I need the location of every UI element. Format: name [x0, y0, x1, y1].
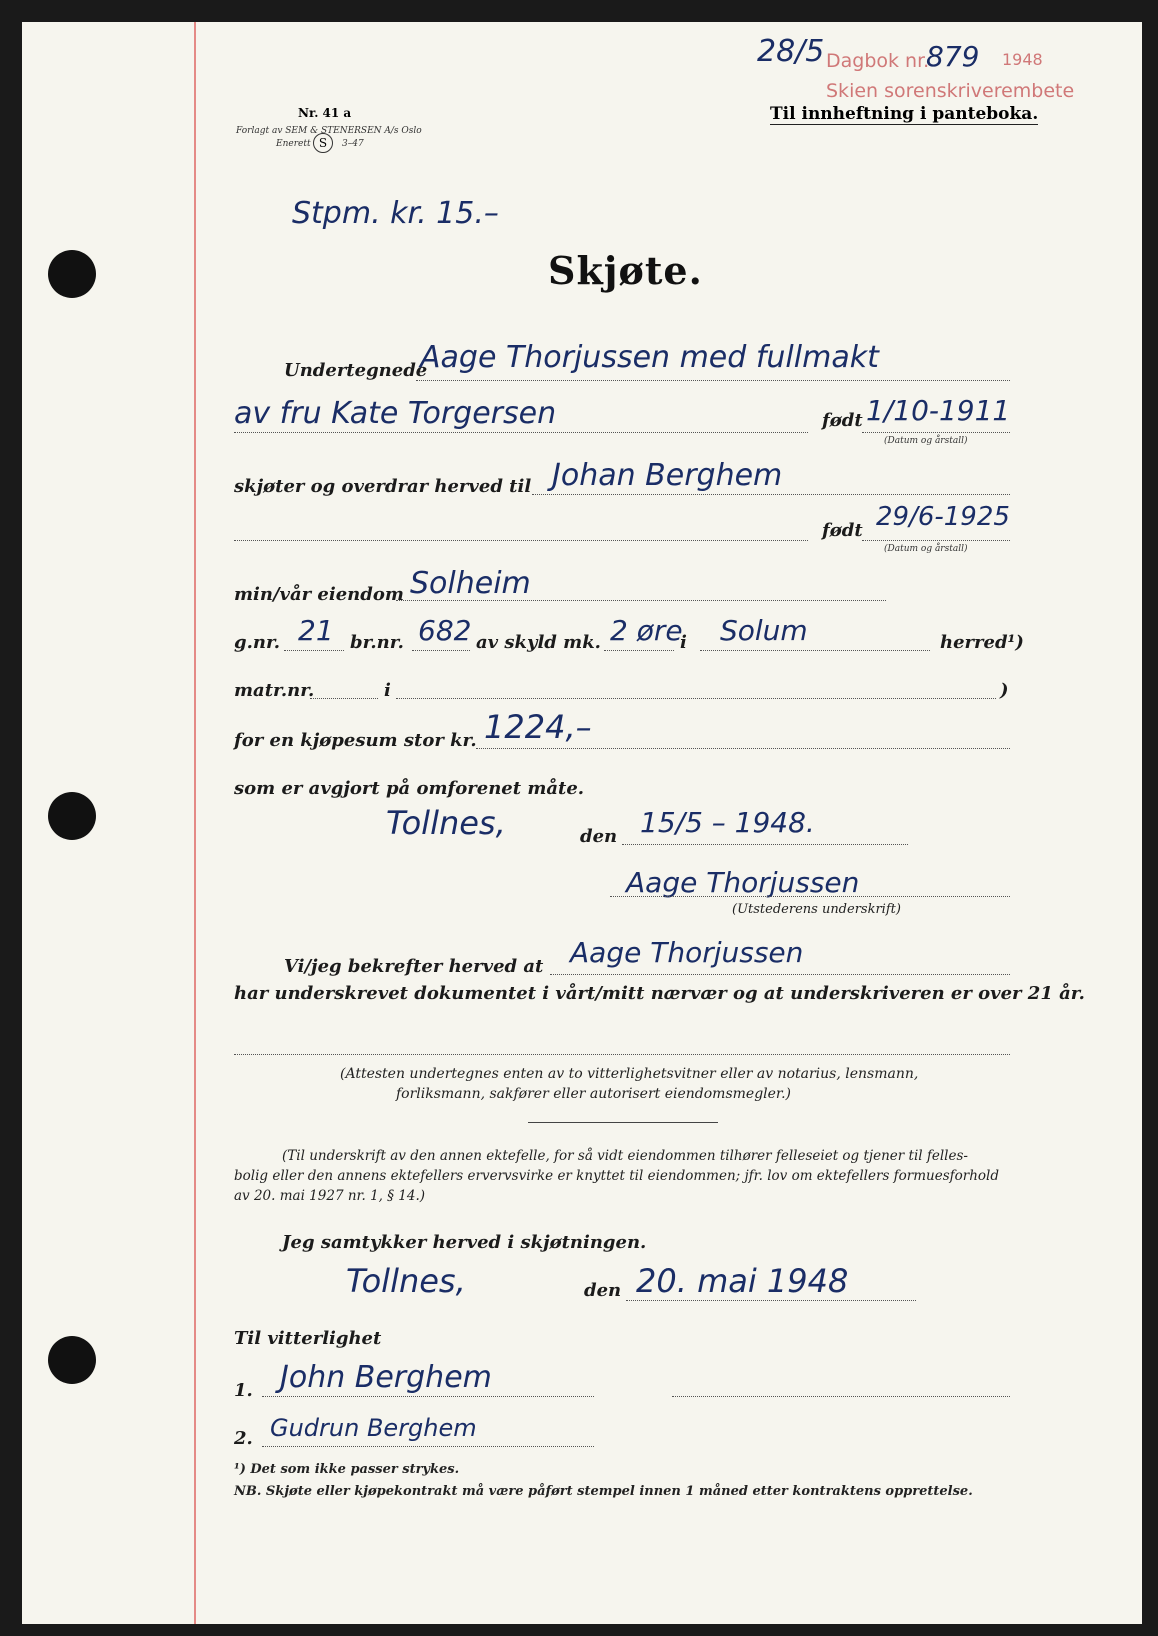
- dotted-line: [672, 1396, 1010, 1397]
- dotted-line: [234, 540, 808, 541]
- nb-note: NB. Skjøte eller kjøpekontrakt må være påført stempel innen 1 måned etter kontraktens opprettelse.: [234, 1484, 973, 1499]
- undersigned-label: Undertegnede: [284, 360, 428, 381]
- price-handwritten: 1224,–: [484, 708, 592, 746]
- stamp-number-handwritten: 879: [926, 40, 980, 73]
- dotted-line: [416, 380, 1010, 381]
- gnr-handwritten: 21: [298, 614, 334, 647]
- born-label: født: [822, 410, 863, 431]
- publisher-logo-icon: S: [313, 133, 333, 153]
- property-label: min/vår eiendom: [234, 584, 404, 605]
- matr-close: ): [1000, 680, 1009, 701]
- skyld-handwritten: 2 øre: [610, 614, 683, 647]
- matr-label: matr.nr.: [234, 680, 315, 701]
- punch-hole: [48, 250, 96, 298]
- dotted-line: [234, 1054, 1010, 1055]
- dotted-line: [284, 650, 344, 651]
- date-handwritten-2: 20. mai 1948: [636, 1262, 849, 1300]
- consent-text: Jeg samtykker herved i skjøtningen.: [282, 1232, 647, 1253]
- spouse-note-2: bolig eller den annens ektefellers ervervsvirke er knyttet til eiendommen; jfr. lov om ektefellers formuesforhold: [234, 1168, 1000, 1184]
- witness-1-number: 1.: [234, 1380, 253, 1401]
- undersigned-handwritten-1: Aage Thorjussen med fullmakt: [420, 340, 879, 375]
- herred-handwritten: Solum: [720, 614, 808, 647]
- spouse-note-1: (Til underskrift av den annen ektefelle, for så vidt eiendommen tilhører felleseiet og tjener til felles-: [282, 1148, 968, 1164]
- margin-rule: [194, 22, 196, 1624]
- stamp-year: 1948: [1002, 50, 1043, 69]
- dotted-line: [396, 600, 886, 601]
- place-handwritten-1: Tollnes,: [386, 804, 506, 842]
- document-title: Skjøte.: [548, 248, 703, 293]
- attest-note-1: (Attesten undertegnes enten av to vitterlighetsvitner eller av notarius, lensmann,: [340, 1066, 919, 1082]
- date-note: (Datum og årstall): [884, 436, 968, 446]
- transfer-label: skjøter og overdrar herved til: [234, 476, 532, 497]
- buyer-handwritten: Johan Berghem: [552, 458, 783, 493]
- property-handwritten: Solheim: [410, 566, 531, 601]
- place-handwritten-2: Tollnes,: [346, 1262, 466, 1300]
- born-date-handwritten-2: 29/6-1925: [876, 502, 1010, 532]
- punch-hole: [48, 792, 96, 840]
- dotted-line: [532, 494, 1010, 495]
- dotted-line: [862, 432, 1010, 433]
- dotted-line: [234, 432, 808, 433]
- dotted-line: [622, 844, 908, 845]
- dotted-line: [396, 698, 996, 699]
- dotted-line: [310, 698, 378, 699]
- edition-label: 3–47: [342, 139, 364, 149]
- dotted-line: [604, 650, 674, 651]
- date-handwritten-1: 15/5 – 1948.: [640, 806, 815, 839]
- dotted-line: [626, 1300, 916, 1301]
- date-note-2: (Datum og årstall): [884, 544, 968, 554]
- attest-note-2: forliksmann, sakfører eller autorisert eiendomsmegler.): [396, 1086, 791, 1102]
- dotted-line: [550, 974, 1010, 975]
- witness-2-number: 2.: [234, 1428, 253, 1449]
- issuer-signature-handwritten: Aage Thorjussen: [626, 866, 860, 899]
- fee-note-handwritten: Stpm. kr. 15.–: [292, 196, 499, 231]
- stamp-date-handwritten: 28/5: [757, 34, 825, 69]
- settled-text: som er avgjort på omforenet måte.: [234, 778, 585, 799]
- publisher-line: Forlagt av SEM & STENERSEN A/s Oslo: [236, 126, 422, 136]
- dotted-line: [412, 650, 470, 651]
- rights-label: Enerett: [276, 139, 311, 149]
- dotted-line: [862, 540, 1010, 541]
- issuer-signature-note: (Utstederens underskrift): [732, 902, 901, 917]
- punch-hole: [48, 1336, 96, 1384]
- witness-2-handwritten: Gudrun Berghem: [270, 1414, 477, 1442]
- undersigned-handwritten-2: av fru Kate Torgersen: [234, 396, 557, 431]
- den-label-2: den: [584, 1280, 622, 1301]
- confirm-label: Vi/jeg bekrefter herved at: [284, 956, 544, 977]
- stamp-office: Skien sorenskriverembete: [826, 80, 1075, 102]
- bnr-label: br.nr.: [350, 632, 404, 653]
- stamp-dagbok-label: Dagbok nr.: [826, 50, 930, 72]
- separator-line: [528, 1122, 718, 1123]
- footnote: ¹) Det som ikke passer strykes.: [234, 1462, 460, 1477]
- dotted-line: [700, 650, 930, 651]
- confirm-handwritten: Aage Thorjussen: [570, 936, 804, 969]
- gnr-label: g.nr.: [234, 632, 281, 653]
- witness-label: Til vitterlighet: [234, 1328, 382, 1349]
- witness-1-handwritten: John Berghem: [280, 1360, 492, 1395]
- form-number: Nr. 41 a: [298, 106, 352, 120]
- born-label-2: født: [822, 520, 863, 541]
- price-label: for en kjøpesum stor kr.: [234, 730, 477, 751]
- confirm-text: har underskrevet dokumentet i vårt/mitt nærvær og at underskriveren er over 21 år.: [234, 983, 1085, 1004]
- filing-instruction: Til innheftning i panteboka.: [770, 104, 1039, 124]
- herred-label: herred¹): [940, 632, 1024, 653]
- dotted-line: [476, 748, 1010, 749]
- matr-i-label: i: [384, 680, 391, 701]
- born-date-handwritten-1: 1/10-1911: [866, 394, 1011, 427]
- bnr-handwritten: 682: [418, 614, 472, 647]
- dotted-line: [262, 1396, 594, 1397]
- dotted-line: [610, 896, 1010, 897]
- skyld-label: av skyld mk.: [476, 632, 601, 653]
- dotted-line: [262, 1446, 594, 1447]
- i-label: i: [680, 632, 687, 653]
- spouse-note-3: av 20. mai 1927 nr. 1, § 14.): [234, 1188, 426, 1204]
- den-label: den: [580, 826, 618, 847]
